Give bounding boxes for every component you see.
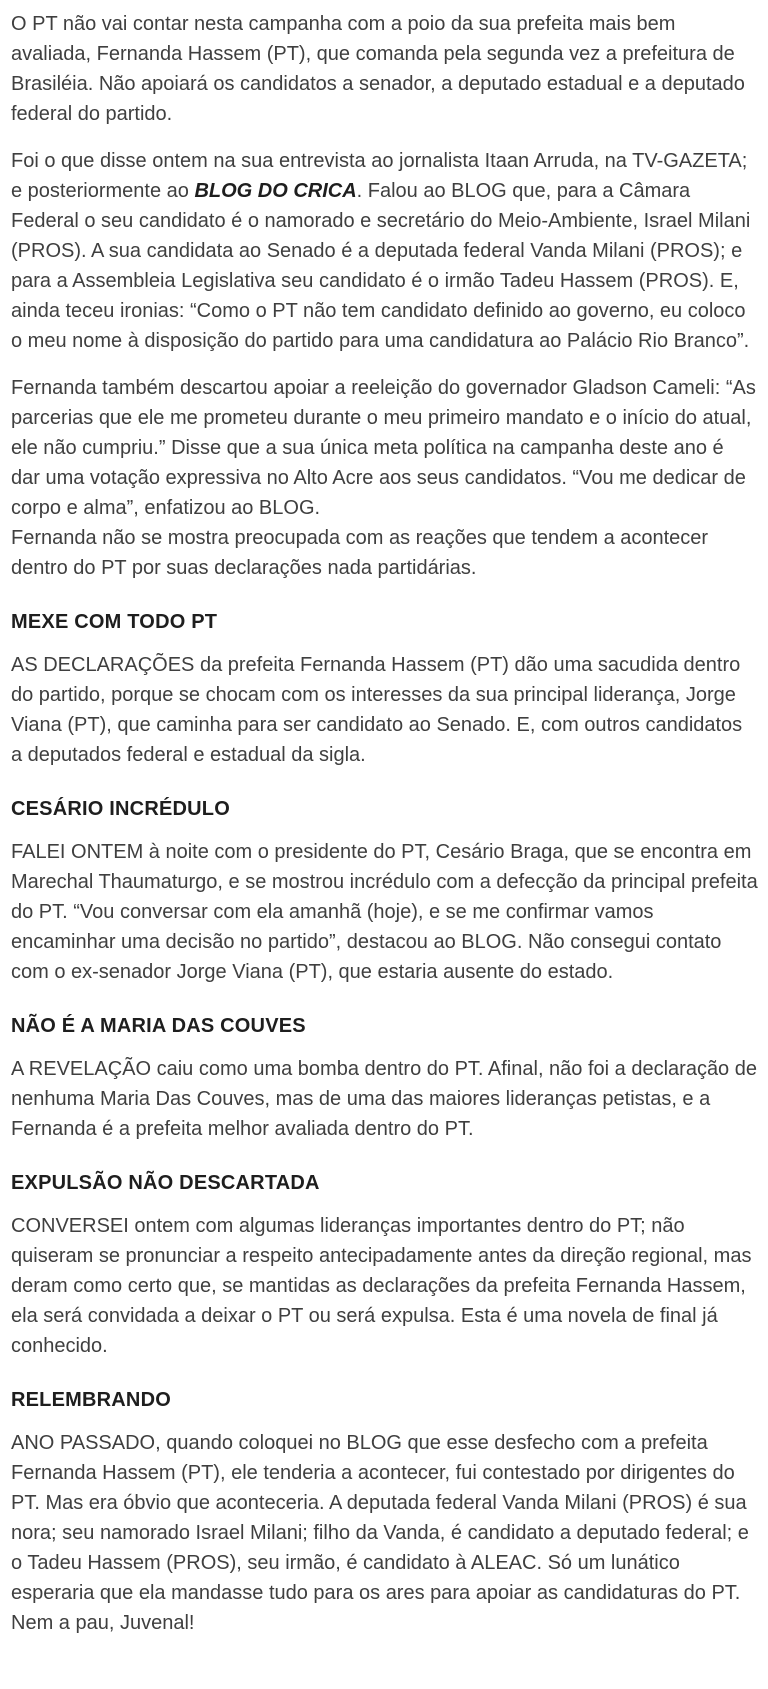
section-cesario-incredulo xyxy=(11,794,758,987)
paragraph-gladson-line2: Fernanda não se mostra preocupada com as reações que tendem a acontecer dentro do PT por suas declarações nada partidárias. xyxy=(11,527,709,579)
section-heading-relembrando: RELEMBRANDO xyxy=(11,1389,171,1411)
paragraph-gladson xyxy=(11,373,758,583)
paragraph-interview-text-pre: Foi o que disse ontem na sua entrevista ao jornalista Itaan Arruda, na TV-GAZETA; e posteriormente ao xyxy=(11,150,748,202)
section-heading-mexe-com-todo-pt: MEXE COM TODO PT xyxy=(11,611,218,633)
section-body-mexe-com-todo-pt: AS DECLARAÇÕES da prefeita Fernanda Hassem (PT) dão uma sacudida dentro do partido, porque se chocam com os interesses da sua principal liderança, Jorge Viana (PT), que caminha para ser candidato ao Senado. E, com outros candidatos a deputados federal e estadual da sigla. xyxy=(11,654,743,766)
blog-do-crica-emphasis: BLOG DO CRICA xyxy=(194,180,357,202)
paragraph-gladson-line1: Fernanda também descartou apoiar a reeleição do governador Gladson Cameli: “As parcerias que ele me prometeu durante o meu primeiro mandato e o início do atual, ele não cumpriu.” Disse que a sua única meta política na campanha deste ano é dar uma votação expressiva no Alto Acre aos seus candidatos. “Vou me dedicar de corpo e alma”, enfatizou ao BLOG. xyxy=(11,377,756,519)
section-relembrando xyxy=(11,1385,758,1638)
section-expulsao-nao-descartada xyxy=(11,1168,758,1361)
paragraph-lead: O PT não vai contar nesta campanha com a poio da sua prefeita mais bem avaliada, Fernanda Hassem (PT), que comanda pela segunda vez a prefeitura de Brasiléia. Não apoiará os candidatos a senador, a deputado estadual e a deputado federal do partido. xyxy=(11,13,745,125)
section-nao-e-a-maria-das-couves xyxy=(11,1011,758,1144)
paragraph-interview-text-post: . Falou ao BLOG que, para a Câmara Federal o seu candidato é o namorado e secretário do Meio-Ambiente, Israel Milani (PROS). A sua candidata ao Senado é a deputada federal Vanda Milani (PROS); e para a Assembleia Legislativa seu candidato é o irmão Tadeu Hassem (PROS). E, ainda teceu ironias: “Como o PT não tem candidato definido ao governo, eu coloco o meu nome à disposição do partido para uma candidatura ao Palácio Rio Branco”. xyxy=(11,180,751,352)
section-body-relembrando: ANO PASSADO, quando coloquei no BLOG que esse desfecho com a prefeita Fernanda Hassem (PT), ele tenderia a acontecer, fui contestado por dirigentes do PT. Mas era óbvio que aconteceria. A deputada federal Vanda Milani (PROS) é sua nora; seu namorado Israel Milani; filho da Vanda, é candidato a deputado federal; e o Tadeu Hassem (PROS), seu irmão, é candidato à ALEAC. Só um lunático esperaria que ela mandasse tudo para os ares para apoiar as candidaturas do PT. Nem a pau, Juvenal! xyxy=(11,1432,749,1634)
section-mexe-com-todo-pt xyxy=(11,607,758,770)
section-heading-cesario-incredulo: CESÁRIO INCRÉDULO xyxy=(11,798,230,820)
section-body-nao-e-a-maria-das-couves: A REVELAÇÃO caiu como uma bomba dentro do PT. Afinal, não foi a declaração de nenhuma Maria Das Couves, mas de uma das maiores lideranças petistas, e a Fernanda é a prefeita melhor avaliada dentro do PT. xyxy=(11,1058,757,1140)
section-body-cesario-incredulo: FALEI ONTEM à noite com o presidente do PT, Cesário Braga, que se encontra em Marechal Thaumaturgo, e se mostrou incrédulo com a defecção da principal prefeita do PT. “Vou conversar com ela amanhã (hoje), e se me confirmar vamos encaminhar uma decisão no partido”, destacou ao BLOG. Não consegui contato com o ex-senador Jorge Viana (PT), que estaria ausente do estado. xyxy=(11,841,758,983)
section-heading-expulsao-nao-descartada: EXPULSÃO NÃO DESCARTADA xyxy=(11,1172,320,1194)
section-heading-nao-e-a-maria-das-couves: NÃO É A MARIA DAS COUVES xyxy=(11,1015,306,1037)
section-body-expulsao-nao-descartada: CONVERSEI ontem com algumas lideranças importantes dentro do PT; não quiseram se pronunciar a respeito antecipadamente antes da direção regional, mas deram como certo que, se mantidas as declarações da prefeita Fernanda Hassem, ela será convidada a deixar o PT ou será expulsa. Esta é uma novela de final já conhecido. xyxy=(11,1215,752,1357)
paragraph-interview xyxy=(11,146,758,356)
